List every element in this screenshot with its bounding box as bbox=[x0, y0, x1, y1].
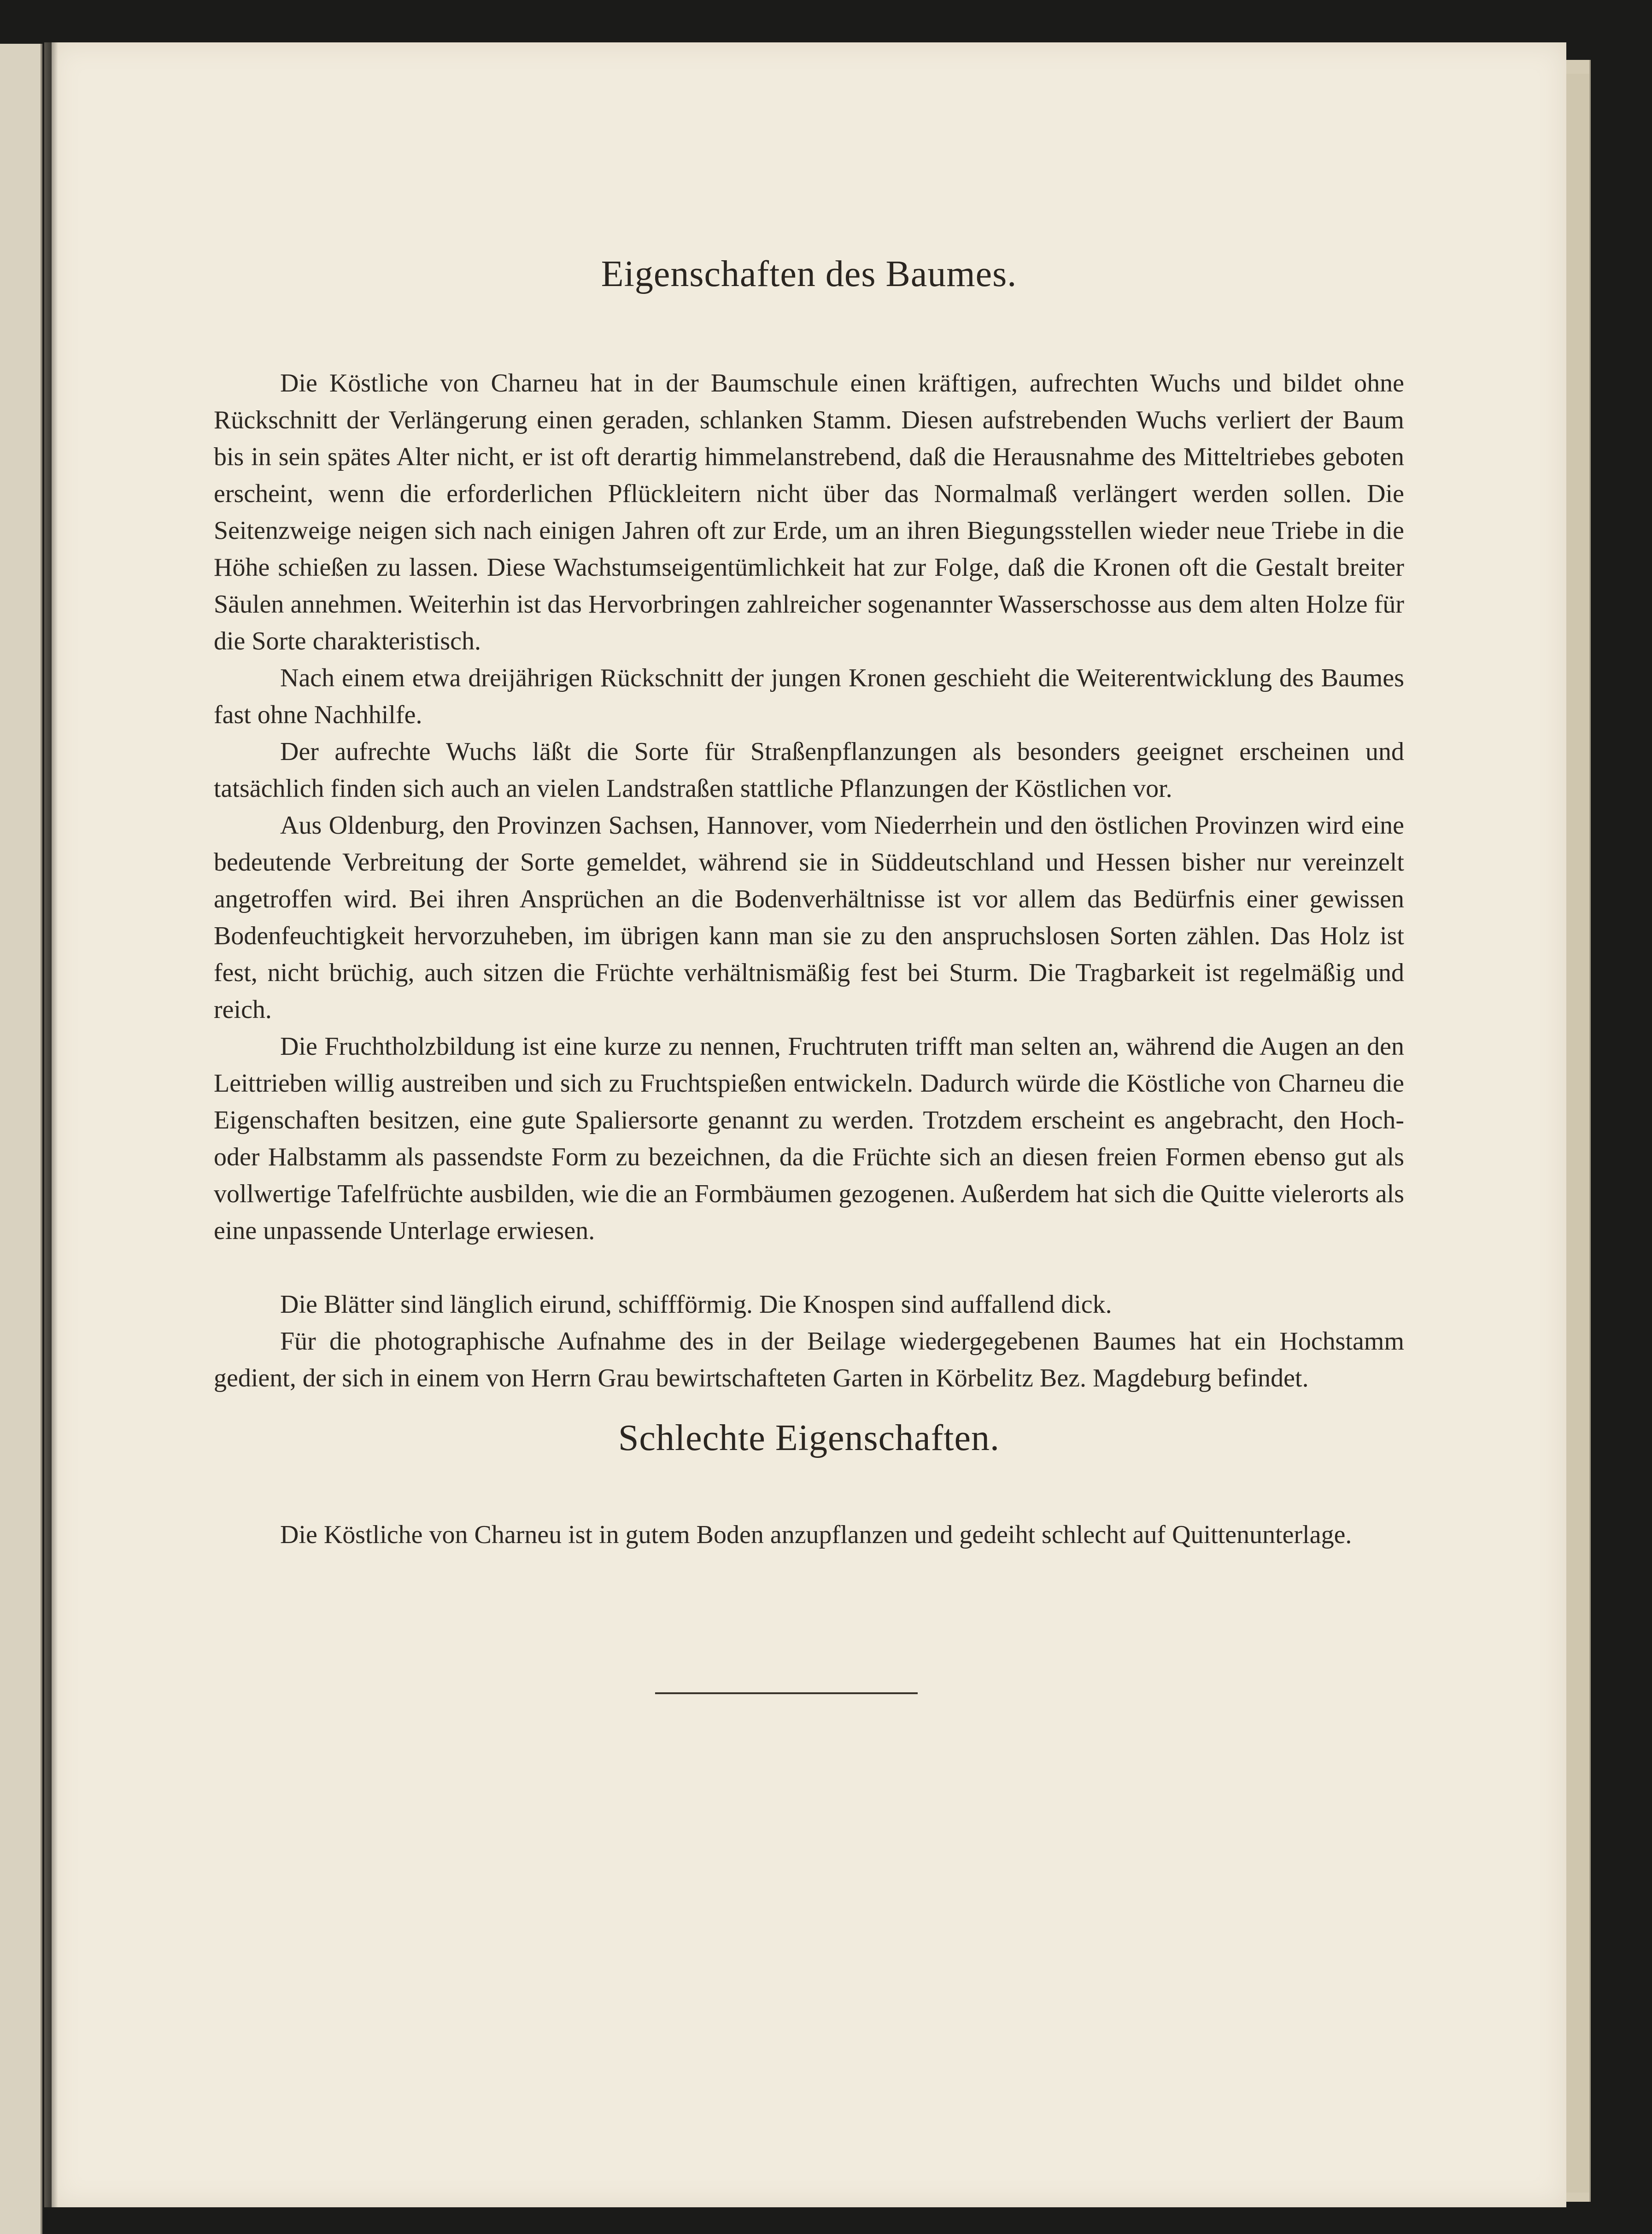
spine-shadow bbox=[44, 42, 58, 2207]
paragraph-fruitwood: Die Fruchtholzbildung ist eine kurze zu nennen, Fruchtruten trifft man selten an, während die Augen an den Leittrieben willig austreiben und sich zu Fruchtspießen entwickeln. Dadurch würde die Köstliche von Charneu die Eigenschaften besitzen, eine gute Spaliersorte genannt zu werden. Trotzdem erscheint es angebracht, den Hoch- oder Halbstamm als passendste Form zu bezeichnen, da die Früchte sich an diesen freien Formen ebenso gut als vollwertige Tafelfrüchte ausbilden, wie die an Formbäumen gezogenen. Außerdem hat sich die Quitte vielerorts als eine unpassende Unterlage erwiesen. bbox=[214, 1032, 1404, 1245]
paragraph-distribution: Aus Oldenburg, den Provinzen Sachsen, Hannover, vom Niederrhein und den östlichen Provinzen wird eine bedeutende Verbreitung der Sorte gemeldet, während sie in Süddeutschland und Hessen bisher nur vereinzelt angetroffen wird. Bei ihren Ansprüchen an die Bodenverhältnisse ist vor allem das Bedürfnis einer gewissen Bodenfeuchtigkeit hervorzuheben, im übrigen kann man sie zu den anspruchslosen Sorten zählen. Das Holz ist fest, nicht brüchig, auch sitzen die Früchte verhältnismäßig fest bei Sturm. Die Tragbarkeit ist regelmäßig und reich. bbox=[214, 811, 1404, 1024]
paragraph-street-planting: Der aufrechte Wuchs läßt die Sorte für Straßenpflanzungen als besonders geeignet erscheinen und tatsächlich finden sich auch an vielen Landstraßen stattliche Pflanzungen der Köstlichen vor. bbox=[214, 737, 1404, 803]
paragraph-bad-properties: Die Köstliche von Charneu ist in gutem Boden anzupflanzen und gedeiht schlecht auf Quittenunterlage. bbox=[280, 1521, 1352, 1549]
paragraph-leaves: Die Blätter sind länglich eirund, schiffförmig. Die Knospen sind auffallend dick. bbox=[280, 1290, 1112, 1319]
section-heading-properties: Eigenschaften des Baumes. bbox=[601, 254, 1017, 294]
section-heading-bad-properties: Schlechte Eigenschaften. bbox=[618, 1418, 1000, 1458]
closing-rule bbox=[655, 1692, 918, 1694]
paragraph-photograph: Für die photographische Aufnahme des in der Beilage wiedergegebenen Baumes hat ein Hochstamm gedient, der sich in einem von Herrn Grau bewirtschafteten Garten in Körbelitz Bez. Magdeburg befindet. bbox=[214, 1327, 1404, 1392]
paragraph-pruning: Nach einem etwa dreijährigen Rückschnitt der jungen Kronen geschieht die Weiterentwicklung des Baumes fast ohne Nachhilfe. bbox=[214, 664, 1404, 729]
book-page bbox=[52, 42, 1566, 2207]
paragraph-growth: Die Köstliche von Charneu hat in der Baumschule einen kräftigen, aufrechten Wuchs und bildet ohne Rückschnitt der Verlängerung einen geraden, schlanken Stamm. Diesen aufstrebenden Wuchs verliert der Baum bis in sein spätes Alter nicht, er ist oft derartig himmelanstrebend, daß die Herausnahme des Mitteltriebes geboten erscheint, wenn die erforderlichen Pflückleitern nicht über das Normalmaß verlängert werden sollen. Die Seitenzweige neigen sich nach einigen Jahren oft zur Erde, um an ihren Biegungsstellen wieder neue Triebe in die Höhe schießen zu lassen. Diese Wachstumseigentümlichkeit hat zur Folge, daß die Kronen oft die Gestalt breiter Säulen annehmen. Weiterhin ist das Hervorbringen zahlreicher sogenannter Wasserschosse aus dem alten Holze für die Sorte charakteristisch. bbox=[214, 369, 1404, 655]
left-page-edge bbox=[0, 44, 42, 2234]
